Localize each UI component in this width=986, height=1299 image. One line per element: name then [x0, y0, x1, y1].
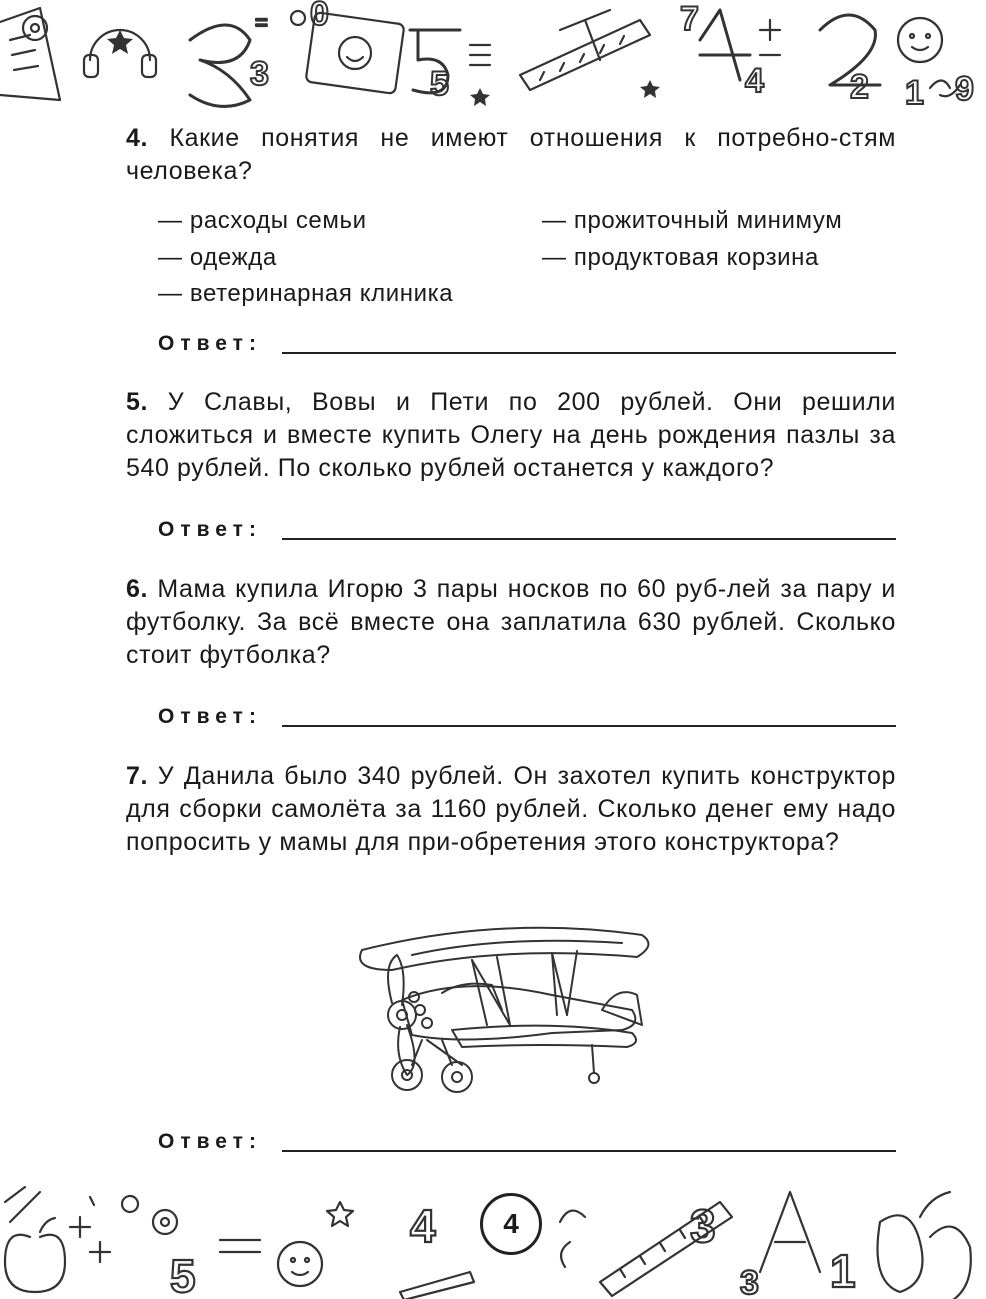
answer-line[interactable] — [282, 725, 896, 727]
task-number: 6. — [126, 575, 149, 603]
option-item: — прожиточный минимум — [542, 207, 843, 234]
answer-line[interactable] — [282, 1150, 896, 1152]
border-digit: 7 — [680, 0, 699, 38]
option-item: — ветеринарная клиника — [158, 280, 454, 307]
option-item: — расходы семьи — [158, 207, 367, 234]
border-digit: 5 — [170, 1250, 196, 1299]
border-digit: 1 — [830, 1245, 856, 1297]
option-item: — одежда — [158, 243, 277, 271]
border-digit: 1 — [905, 74, 924, 110]
border-digit: 3 — [740, 1264, 759, 1299]
task-4-answer[interactable] — [158, 326, 896, 358]
svg-text:=: = — [255, 10, 268, 35]
task-6-answer[interactable] — [158, 699, 896, 731]
border-digit: 5 — [430, 65, 449, 103]
task-text: У Славы, Вовы и Пети по 200 рублей. Они решили сложиться и вместе купить Олегу на день рождения пазлы за 540 рублей. По сколько рублей останется у каждого? — [126, 388, 896, 482]
border-digit: 3 — [690, 1200, 716, 1252]
task-7-answer[interactable] — [158, 1124, 896, 1156]
task-text: Какие понятия не имеют отношения к потребно-стям человека? — [126, 124, 896, 185]
border-digit: 3 — [250, 55, 269, 93]
border-digit: 9 — [955, 70, 974, 108]
task-4-question — [126, 122, 896, 188]
task-text: Мама купила Игорю 3 пары носков по 60 руб-лей за пару и футболку. За всё вместе она заплатила 630 рублей. Сколько стоит футболка? — [126, 575, 896, 669]
task-7-question — [126, 760, 896, 859]
answer-label: Ответ: — [158, 332, 262, 355]
answer-label: Ответ: — [158, 518, 262, 541]
task-5-answer[interactable] — [158, 512, 896, 544]
top-doodle-border — [0, 0, 986, 110]
border-digit: 4 — [410, 1200, 436, 1252]
task-number: 5. — [126, 388, 149, 416]
border-digit: 4 — [745, 62, 764, 100]
page-number: 4 — [480, 1193, 542, 1255]
answer-label: Ответ: — [158, 1130, 262, 1153]
border-digit: 0 — [310, 0, 329, 33]
task-4-options-right — [542, 203, 842, 276]
task-number: 7. — [126, 762, 149, 790]
biplane-illustration — [352, 915, 662, 1100]
task-6-question — [126, 573, 896, 672]
answer-line[interactable] — [282, 352, 896, 354]
answer-line[interactable] — [282, 538, 896, 540]
task-5-question — [126, 386, 896, 485]
answer-label: Ответ: — [158, 705, 262, 728]
border-digit: 2 — [850, 68, 869, 106]
task-text: У Данила было 340 рублей. Он захотел купить конструктор для сборки самолёта за 1160 рублей. Сколько денег ему надо попросить у мамы для при-обретения этого конструктора? — [126, 762, 897, 856]
task-4-options-left — [158, 203, 453, 313]
task-number: 4. — [126, 124, 149, 152]
option-item: — продуктовая корзина — [542, 243, 819, 271]
